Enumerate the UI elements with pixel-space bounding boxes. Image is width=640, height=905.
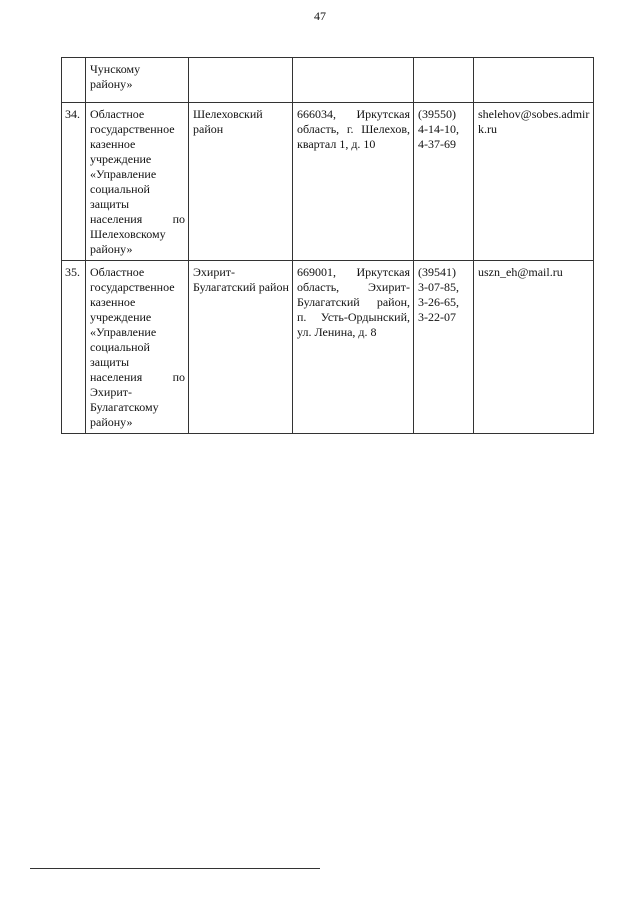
name-line: району» (90, 415, 133, 429)
address-cell (293, 58, 414, 103)
address-line: область, Эхирит- (297, 280, 410, 294)
phone-line: 3-07-85, (418, 280, 459, 294)
name-line: казенное (90, 295, 136, 309)
name-line: Булагатскому (90, 400, 159, 414)
phone-line: (39541) (418, 265, 456, 279)
name-line: государственное (90, 280, 175, 294)
phone-cell (414, 261, 474, 434)
footnote-separator (30, 868, 320, 869)
phone-line: 4-37-69 (418, 137, 456, 151)
table-row (62, 58, 594, 103)
name-line: Областное (90, 107, 145, 121)
name-line: «Управление (90, 325, 157, 339)
table-row (62, 261, 594, 434)
name-line: государственное (90, 122, 175, 136)
email-cell (474, 58, 594, 103)
name-line: Эхирит- (90, 385, 133, 399)
address-cell (293, 103, 414, 261)
row-number: 34. (62, 103, 86, 261)
phone-line: 3-26-65, (418, 295, 459, 309)
email-cell: shelehov@sobes.admirk.ru (474, 103, 594, 261)
row-number (62, 58, 86, 103)
district-name (189, 58, 293, 103)
address-line: квартал 1, д. 10 (297, 137, 376, 151)
phone-line: 4-14-10, (418, 122, 459, 136)
institution-name (86, 261, 189, 434)
institution-name (86, 103, 189, 261)
phone-line: (39550) (418, 107, 456, 121)
email-cell: uszn_eh@mail.ru (474, 261, 594, 434)
address-cell (293, 261, 414, 434)
institution-name (86, 58, 189, 103)
address-line: п. Усть-Ордынский, (297, 310, 410, 324)
district-name: Шелеховский район (189, 103, 293, 261)
name-line: социальной (90, 340, 150, 354)
row-number: 35. (62, 261, 86, 434)
name-line: социальной (90, 182, 150, 196)
name-line: району» (90, 242, 133, 256)
name-line: району» (90, 77, 133, 91)
address-line: область, г. Шелехов, (297, 122, 410, 136)
name-line: защиты (90, 355, 130, 369)
address-line: Булагатский район, (297, 295, 410, 309)
name-line: учреждение (90, 152, 152, 166)
address-line: ул. Ленина, д. 8 (297, 325, 377, 339)
phone-cell (414, 58, 474, 103)
name-line: учреждение (90, 310, 152, 324)
table-row (62, 103, 594, 261)
page-number: 47 (314, 9, 326, 23)
address-line: 666034, Иркутская (297, 107, 410, 121)
name-line: населения по (90, 370, 185, 384)
phone-cell (414, 103, 474, 261)
name-line: защиты (90, 197, 130, 211)
institutions-table (61, 57, 594, 434)
phone-line: 3-22-07 (418, 310, 456, 324)
district-name: Эхирит-Булагатский район (189, 261, 293, 434)
address-line: 669001, Иркутская (297, 265, 410, 279)
name-line: Чунскому (90, 62, 141, 76)
name-line: казенное (90, 137, 136, 151)
name-line: «Управление (90, 167, 157, 181)
name-line: Шелеховскому (90, 227, 166, 241)
name-line: населения по (90, 212, 185, 226)
name-line: Областное (90, 265, 145, 279)
